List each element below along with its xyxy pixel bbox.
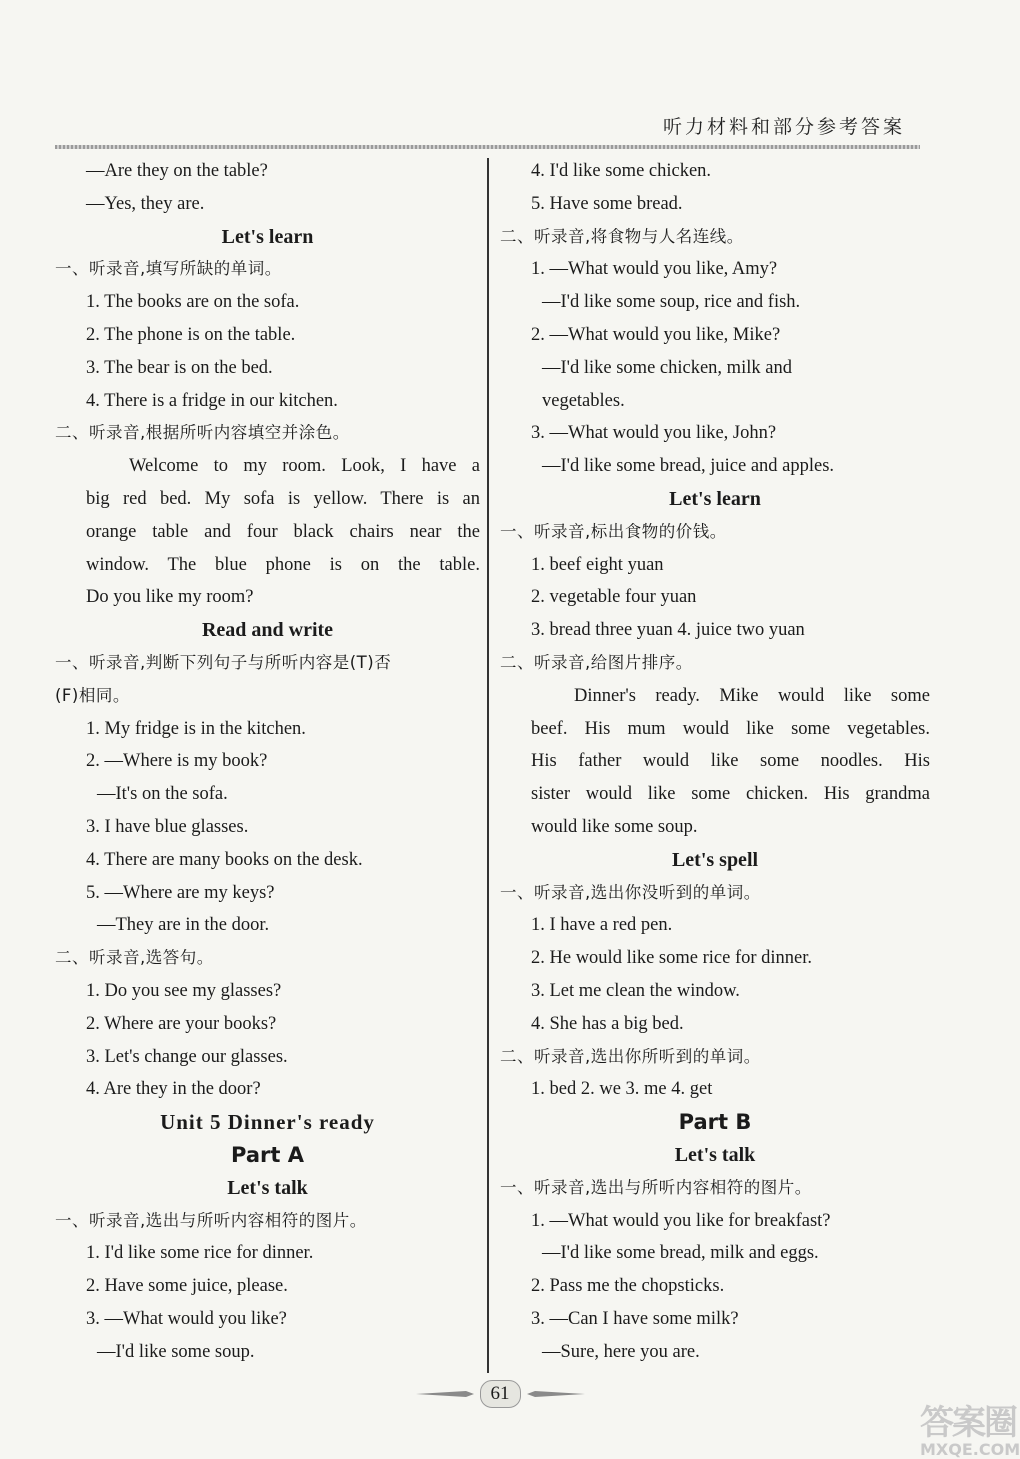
text-line: —I'd like some chicken, milk and [542, 357, 792, 378]
paragraph-line: Do you like my room? [86, 587, 254, 608]
text-line: 2. —What would you like, Mike? [531, 324, 781, 345]
header-rule [55, 145, 920, 149]
text-line: 3. —What would you like, John? [531, 423, 777, 444]
text-line: 5. —Where are my keys? [86, 882, 275, 903]
instruction-line: 一、听录音,填写所缺的单词。 [55, 259, 282, 279]
instruction-line: 一、听录音,选出与所听内容相符的图片。 [55, 1210, 367, 1230]
text-line: 2. vegetable four yuan [531, 587, 697, 608]
section-heading: Let's talk [227, 1176, 308, 1199]
section-heading: Let's spell [671, 848, 759, 871]
instruction-line: 二、听录音,选出你所听到的单词。 [500, 1046, 761, 1066]
text-line: —I'd like some soup, rice and fish. [542, 292, 801, 313]
instruction-line: 二、听录音,将食物与人名连线。 [500, 226, 744, 246]
paragraph-line: Welcome to my room. Look, I have a [129, 456, 480, 477]
text-line: 1. —What would you like for breakfast? [531, 1210, 831, 1231]
left-ornament-icon [416, 1388, 476, 1400]
text-line: 2. —Where is my book? [86, 751, 268, 772]
text-line: 1. I have a red pen. [531, 915, 673, 936]
instruction-line: 一、听录音,标出食物的价钱。 [500, 521, 727, 541]
section-heading: Let's learn [669, 487, 761, 510]
instruction-line: 一、听录音,选出与所听内容相符的图片。 [500, 1177, 812, 1197]
section-heading: Unit 5 Dinner's ready [160, 1110, 375, 1135]
text-line: —They are in the door. [97, 915, 270, 936]
instruction-line: 二、听录音,选答句。 [55, 948, 214, 968]
right-column [500, 155, 930, 1368]
text-line: 1. bed 2. we 3. me 4. get [531, 1079, 713, 1100]
text-line: 2. Where are your books? [86, 1013, 277, 1034]
page-number: 61 [480, 1380, 521, 1408]
watermark [920, 1395, 1020, 1459]
section-heading: Part B [678, 1110, 752, 1135]
paragraph-line: window. The blue phone is on the table. [86, 554, 480, 575]
text-line: 3. —What would you like? [86, 1308, 287, 1329]
paragraph-line: big red bed. My sofa is yellow. There is an [86, 488, 480, 509]
text-line: 4. I'd like some chicken. [531, 161, 712, 181]
section-heading: Part A [231, 1142, 304, 1167]
watermark-url: MXQE.COM [920, 1440, 1020, 1459]
text-line: 1. beef eight yuan [531, 554, 664, 575]
text-line: —I'd like some bread, milk and eggs. [542, 1243, 819, 1264]
text-line: —Yes, they are. [86, 193, 205, 214]
text-line: —I'd like some bread, juice and apples. [542, 456, 835, 477]
text-line: 2. Pass me the chopsticks. [531, 1276, 725, 1297]
section-heading: Let's learn [221, 225, 314, 248]
text-line: 4. She has a big bed. [531, 1013, 684, 1034]
text-line: 3. —Can I have some milk? [531, 1308, 739, 1329]
text-line: —It's on the sofa. [97, 784, 228, 805]
instruction-line: 二、听录音,根据所听内容填空并涂色。 [55, 423, 350, 443]
text-line: 4. Are they in the door? [86, 1079, 261, 1100]
instruction-line: 二、听录音,给图片排序。 [500, 652, 693, 672]
text-line: 4. There is a fridge in our kitchen. [86, 390, 338, 411]
text-line: vegetables. [542, 390, 625, 411]
text-line: 4. There are many books on the desk. [86, 849, 363, 870]
paragraph-line: would like some soup. [531, 816, 698, 837]
text-line: 3. I have blue glasses. [86, 816, 249, 837]
text-line: 5. Have some bread. [531, 193, 683, 214]
text-line: 1. My fridge is in the kitchen. [86, 718, 306, 739]
instruction-line: 一、听录音,判断下列句子与所听内容是(T)否 [55, 652, 392, 672]
paragraph-line: orange table and four black chairs near the [86, 521, 480, 542]
instruction-line: 一、听录音,选出你没听到的单词。 [500, 882, 761, 902]
paragraph-line: beef. His mum would like some vegetables. [531, 718, 930, 739]
text-line: 2. He would like some rice for dinner. [531, 948, 813, 969]
text-line: 1. Do you see my glasses? [86, 980, 282, 1001]
page-footer [0, 1376, 1000, 1412]
text-line: —Sure, here you are. [542, 1341, 700, 1362]
text-line: —I'd like some soup. [97, 1341, 255, 1362]
text-line: 3. bread three yuan 4. juice two yuan [531, 620, 805, 641]
text-line: 2. The phone is on the table. [86, 324, 296, 345]
instruction-line: (F)相同。 [55, 685, 130, 705]
running-header: 听力材料和部分参考答案 [662, 116, 905, 138]
text-line: 3. Let me clean the window. [531, 980, 740, 1001]
text-line: 1. I'd like some rice for dinner. [86, 1243, 314, 1264]
paragraph-line: Dinner's ready. Mike would like some [574, 685, 930, 706]
text-line: 1. The books are on the sofa. [86, 292, 300, 313]
text-line: 3. The bear is on the bed. [86, 357, 273, 378]
section-heading: Read and write [201, 619, 334, 642]
watermark-logo: 答案圈 [920, 1403, 1016, 1443]
paragraph-line: His father would like some noodles. His [531, 751, 930, 772]
text-line: —Are they on the table? [86, 161, 268, 181]
section-heading: Let's talk [674, 1143, 756, 1166]
column-divider [487, 158, 489, 1373]
text-line: 3. Let's change our glasses. [86, 1046, 288, 1067]
text-line: 2. Have some juice, please. [86, 1276, 288, 1297]
right-ornament-icon [525, 1388, 585, 1400]
paragraph-line: sister would like some chicken. His grandma [531, 784, 930, 805]
left-column [55, 155, 480, 1368]
text-line: 1. —What would you like, Amy? [531, 259, 778, 280]
